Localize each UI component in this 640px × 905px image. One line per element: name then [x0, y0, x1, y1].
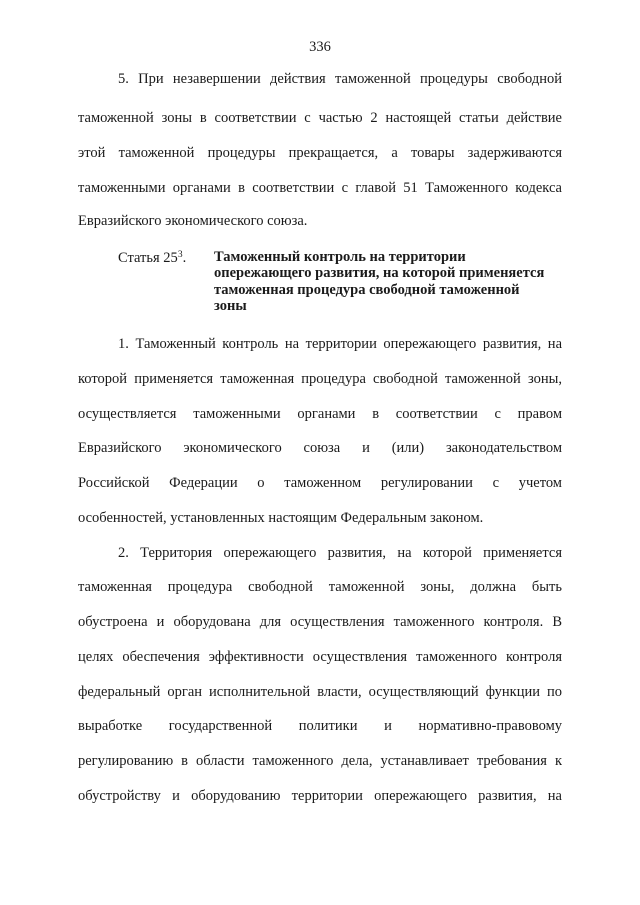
paragraph-2-line-3: обустроена и оборудована для осуществления таможенного контроля. В [78, 614, 562, 630]
paragraph-1-line-4: Евразийского экономического союза и (или) законодательством [78, 440, 562, 456]
article-title-line-1: Таможенный контроль на территории [214, 249, 466, 265]
article-label-suffix: . [182, 250, 187, 266]
paragraph-5-line-1: 5. При незавершении действия таможенной процедуры свободной [118, 71, 562, 87]
paragraph-5-line-3: этой таможенной процедуры прекращается, а товары задерживаются [78, 145, 562, 161]
paragraph-5-line-5: Евразийского экономического союза. [78, 213, 308, 229]
paragraph-5-line-2: таможенной зоны в соответствии с частью 2 настоящей статьи действие [78, 110, 562, 126]
paragraph-1-line-2: которой применяется таможенная процедура свободной таможенной зоны, [78, 371, 562, 387]
page-number: 336 [309, 39, 331, 55]
paragraph-2-line-6: выработке государственной политики и нормативно-правовому [78, 718, 562, 734]
article-title-line-3: таможенная процедура свободной таможенной [214, 282, 520, 298]
paragraph-2-line-7: регулированию в области таможенного дела, устанавливает требования к [78, 753, 562, 769]
paragraph-2-line-8: обустройству и оборудованию территории опережающего развития, на [78, 788, 562, 804]
paragraph-1-line-5: Российской Федерации о таможенном регулировании с учетом [78, 475, 562, 491]
paragraph-5-line-4: таможенными органами в соответствии с главой 51 Таможенного кодекса [78, 180, 562, 196]
article-title-line-2: опережающего развития, на которой применяется [214, 265, 545, 281]
article-label-text: Статья 25 [118, 250, 178, 266]
paragraph-2-line-1: 2. Территория опережающего развития, на которой применяется [118, 545, 562, 561]
article-title-line-4: зоны [214, 298, 247, 314]
paragraph-2-line-2: таможенная процедура свободной таможенной зоны, должна быть [78, 579, 562, 595]
article-number [118, 249, 186, 267]
paragraph-1-line-3: осуществляется таможенными органами в соответствии с правом [78, 406, 562, 422]
paragraph-1-line-1: 1. Таможенный контроль на территории опережающего развития, на [118, 336, 562, 352]
paragraph-1-line-6: особенностей, установленных настоящим Федеральным законом. [78, 510, 484, 526]
paragraph-2-line-4: целях обеспечения эффективности осуществления таможенного контроля [78, 649, 562, 665]
article-label-superscript: 3 [177, 250, 183, 260]
paragraph-2-line-5: федеральный орган исполнительной власти, осуществляющий функции по [78, 684, 562, 700]
